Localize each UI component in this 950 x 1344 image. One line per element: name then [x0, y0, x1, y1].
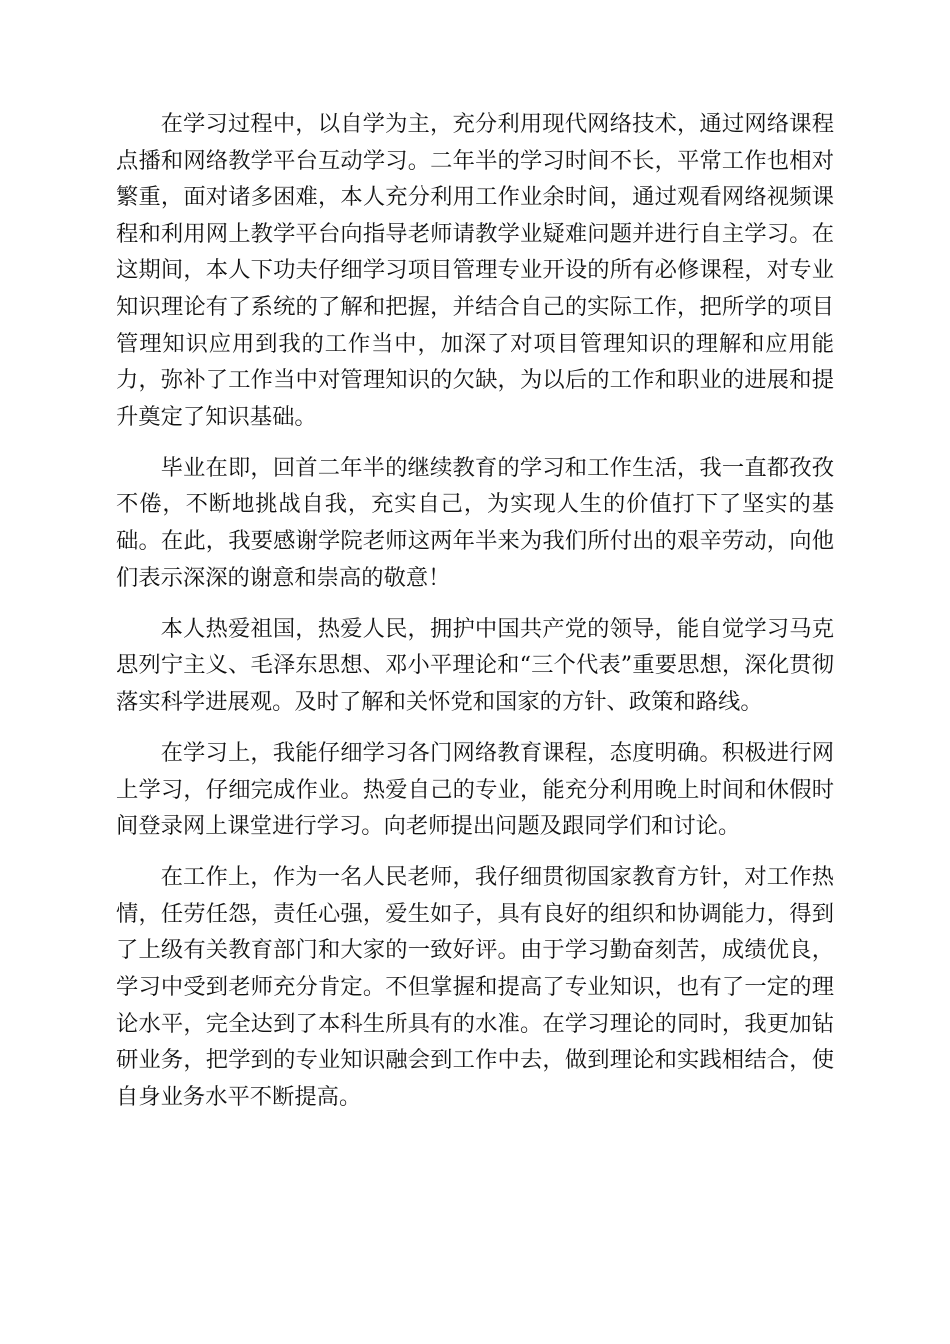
- paragraph-study-process: 在学习过程中，以自学为主，充分利用现代网络技术，通过网络课程点播和网络教学平台互动学习。二年半的学习时间不长，平常工作也相对繁重，面对诸多困难，本人充分利用工作业余时间，通过观看网络视频课程和利用网上教学平台向指导老师请教学业疑难问题并进行自主学习。在这期间，本人下功夫仔细学习项目管理专业开设的所有必修课程，对专业知识理论有了系统的了解和把握，并结合自己的实际工作，把所学的项目管理知识应用到我的工作当中，加深了对项目管理知识的理解和应用能力，弥补了工作当中对管理知识的欠缺，为以后的工作和职业的进展和提升奠定了知识基础。: [116, 111, 834, 430]
- paragraph-graduation: 毕业在即，回首二年半的继续教育的学习和工作生活，我一直都孜孜不倦，不断地挑战自我，充实自己，为实现人生的价值打下了坚实的基础。在此，我要感谢学院老师这两年半来为我们所付出的艰辛劳动，向他们表示深深的谢意和崇高的敬意！: [116, 454, 834, 591]
- paragraph-work: 在工作上，作为一名人民老师，我仔细贯彻国家教育方针，对工作热情，任劳任怨，责任心强，爱生如子，具有良好的组织和协调能力，得到了上级有关教育部门和大家的一致好评。由于学习勤奋刻苦，成绩优良，学习中受到老师充分肯定。不但掌握和提高了专业知识，也有了一定的理论水平，完全达到了本科生所具有的水准。在学习理论的同时，我更加钻研业务，把学到的专业知识融会到工作中去，做到理论和实践相结合，使自身业务水平不断提高。: [116, 864, 834, 1110]
- paragraph-political: 本人热爱祖国，热爱人民，拥护中国共产党的领导，能自觉学习马克思列宁主义、毛泽东思想、邓小平理论和“三个代表”重要思想，深化贯彻落实科学进展观。及时了解和关怀党和国家的方针、政策和路线。: [116, 615, 834, 715]
- paragraph-learning: 在学习上，我能仔细学习各门网络教育课程，态度明确。积极进行网上学习，仔细完成作业。热爱自己的专业，能充分利用晚上时间和休假时间登录网上课堂进行学习。向老师提出问题及跟同学们和讨论。: [116, 740, 834, 840]
